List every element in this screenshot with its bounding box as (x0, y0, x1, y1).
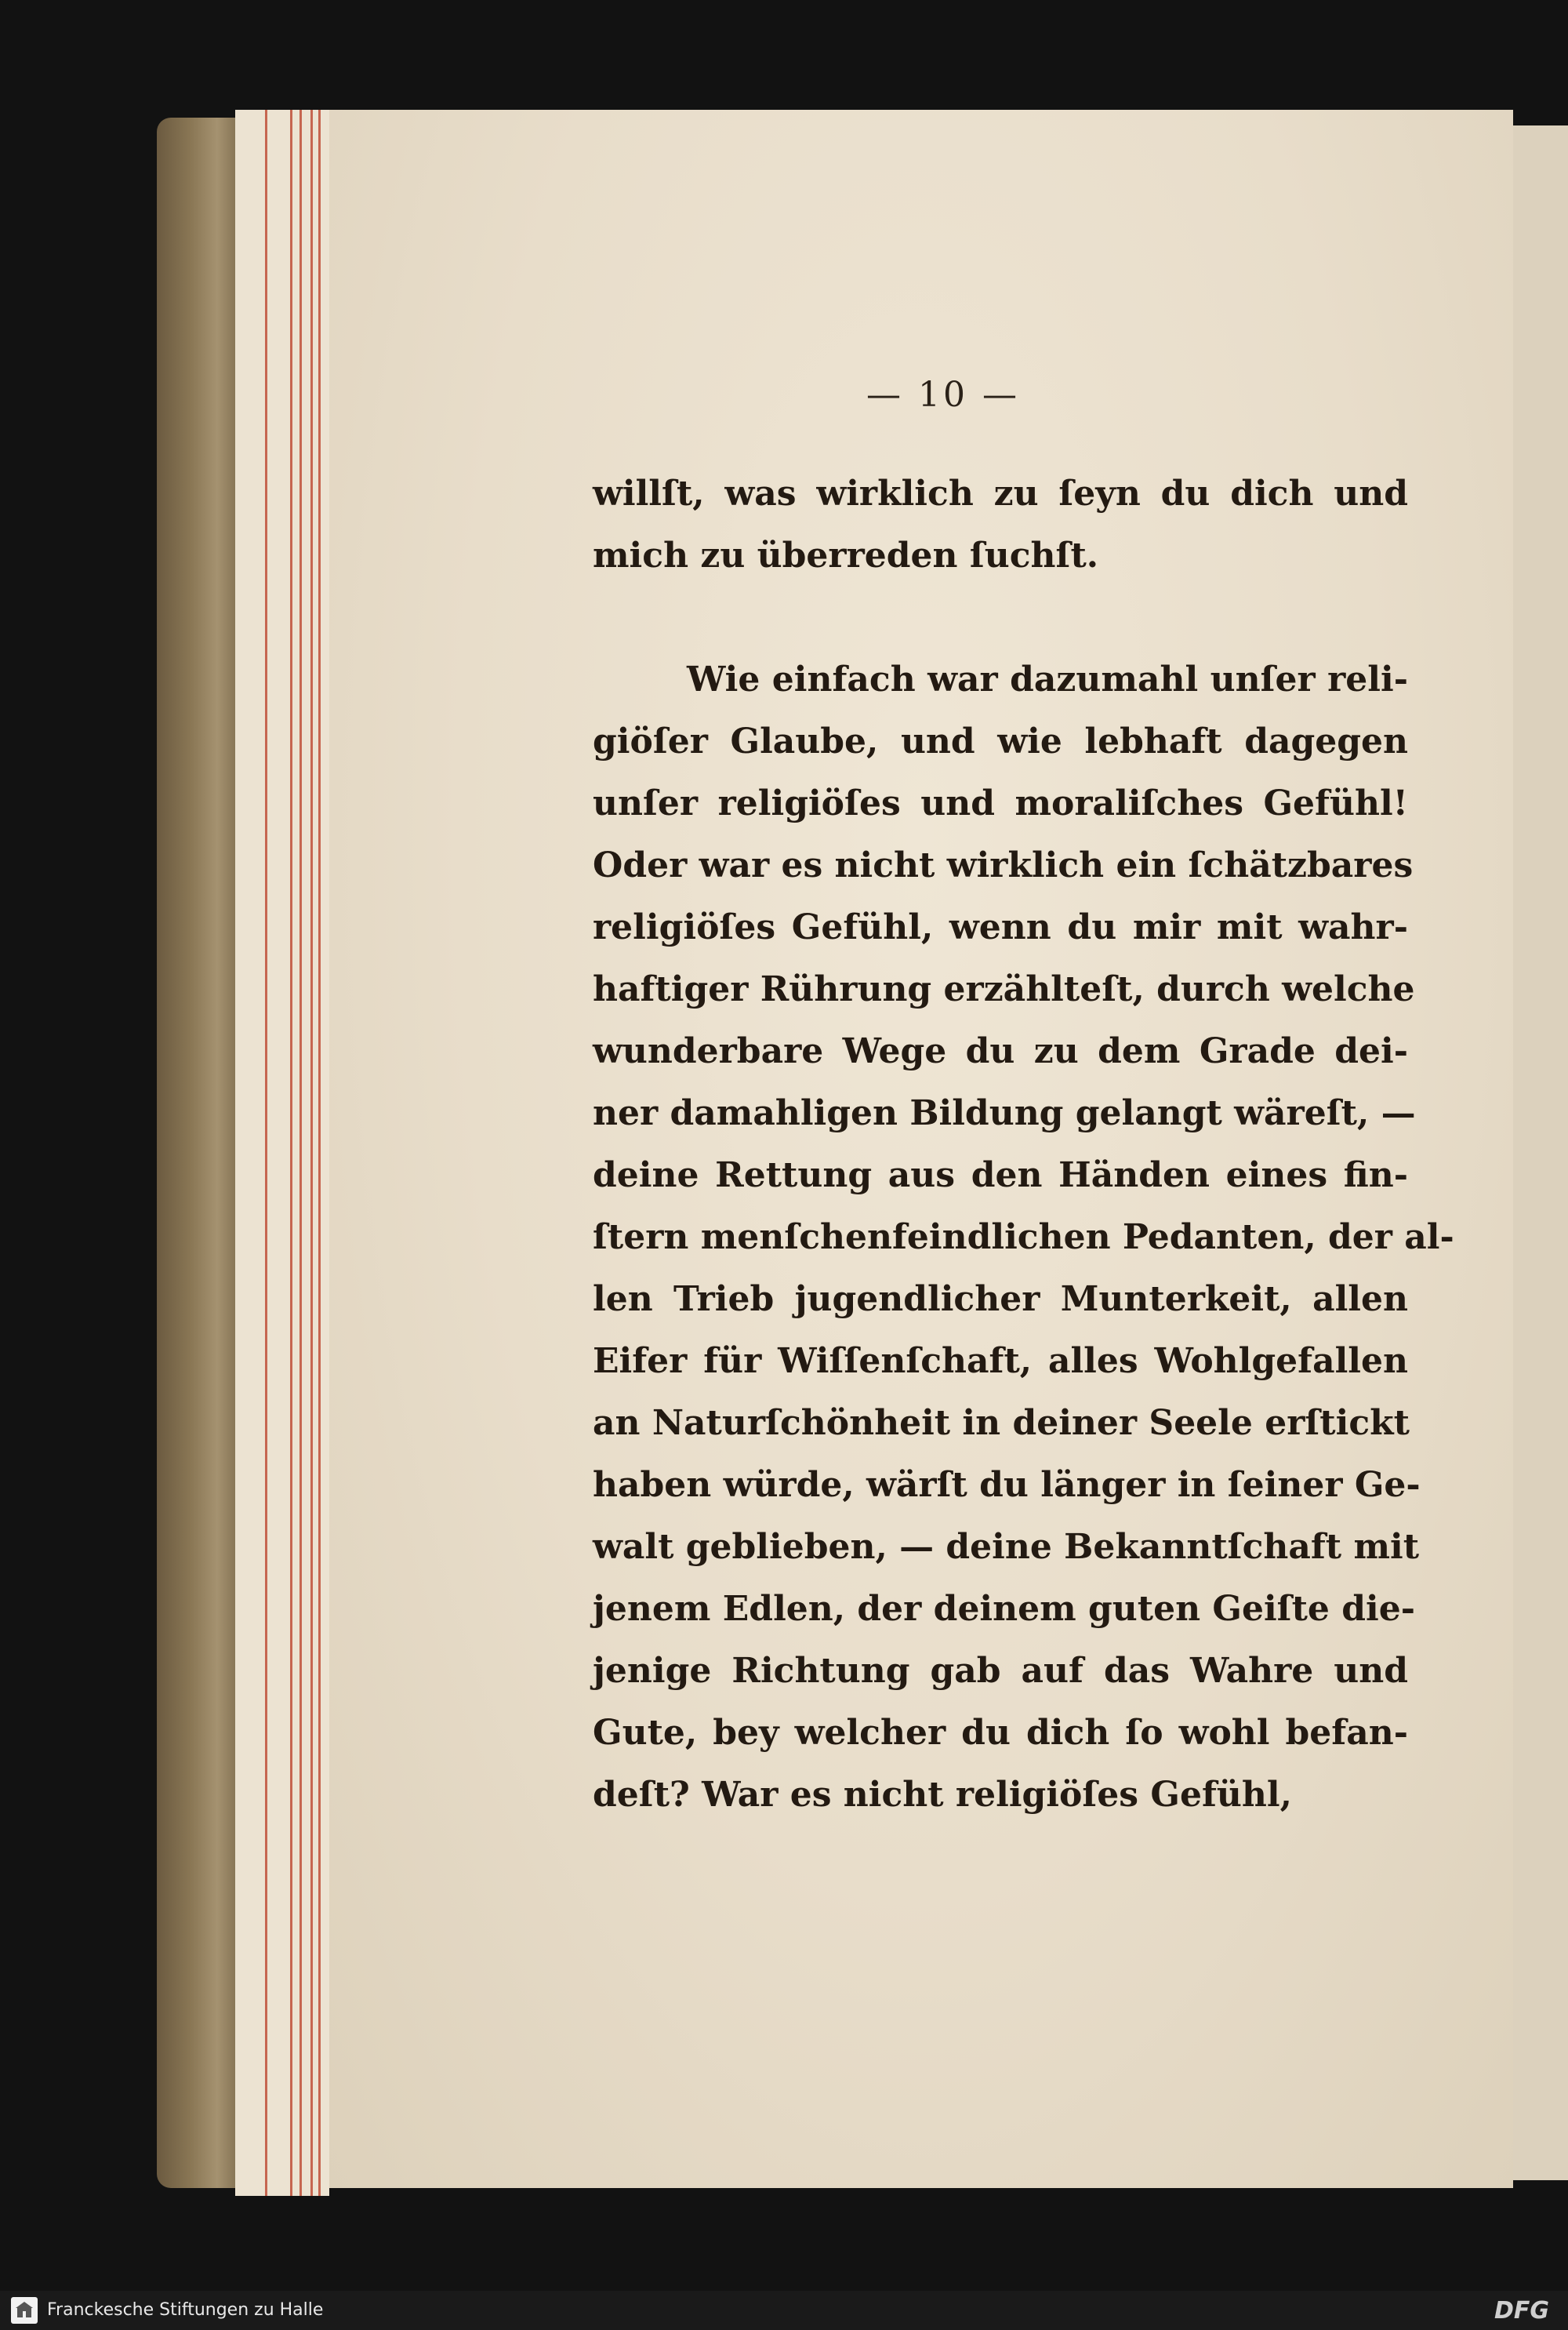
text-line: Oder war es nicht wirklich ein ſchätzbares (593, 845, 1414, 885)
text-line: jenige Richtung gab auf das Wahre und (593, 1651, 1408, 1691)
text-line: deine Rettung aus den Händen eines fin- (593, 1155, 1408, 1195)
text-line: haftiger Rührung erzählteſt, durch welche (593, 969, 1415, 1009)
institution-logo-icon (11, 2297, 38, 2324)
text-line: jenem Edlen, der deinem guten Geiſte die- (593, 1589, 1415, 1629)
institution-name: Franckesche Stiftungen zu Halle (47, 2300, 324, 2320)
page-edge-line (290, 110, 292, 2196)
page-edge-line (299, 110, 302, 2196)
text-line: len Trieb jugendlicher Munterkeit, allen (593, 1279, 1408, 1319)
text-line: Eifer für Wiſſenſchaft, alles Wohlgefallen (593, 1341, 1408, 1381)
text-line: haben würde, wärſt du länger in ſeiner Ge- (593, 1465, 1421, 1505)
page-edge-line (310, 110, 313, 2196)
page-number: — 10 — (866, 375, 1020, 415)
text-line: walt geblieben, — deine Bekanntſchaft mit (593, 1527, 1420, 1567)
book-cover-spine (157, 118, 243, 2188)
text-line: religiöſes Gefühl, wenn du mir mit wahr- (593, 907, 1408, 947)
text-line: giöſer Glaube, und wie lebhaft dagegen (593, 722, 1408, 762)
page-edge-line (318, 110, 321, 2196)
text-line: unſer religiöſes und moraliſches Gefühl! (593, 783, 1408, 823)
text-line: Wie einfach war dazumahl unſer reli- (687, 660, 1408, 700)
paragraph-gap (593, 587, 1408, 649)
text-line: Gute, bey welcher du dich ſo wohl befan- (593, 1713, 1408, 1753)
text-line: ner damahligen Bildung gelangt wäreſt, — (593, 1093, 1416, 1133)
text-line: deſt? War es nicht religiöſes Gefühl, (593, 1775, 1292, 1815)
page-text (593, 463, 1454, 1826)
text-line: mich zu überreden ſuchſt. (593, 536, 1099, 576)
text-line: willſt, was wirklich zu ſeyn du dich und (593, 474, 1408, 514)
viewer-footer (0, 2291, 1568, 2330)
dfg-badge: DFG (1494, 2297, 1549, 2325)
page-edge-line (265, 110, 267, 2196)
page-edges (235, 110, 329, 2196)
text-line: ſtern menſchenfeindlichen Pedanten, der al- (593, 1217, 1454, 1257)
facing-page-edge (1513, 125, 1568, 2180)
text-line: an Naturſchönheit in deiner Seele erſtickt (593, 1403, 1410, 1443)
text-line: wunderbare Wege du zu dem Grade dei- (593, 1031, 1408, 1071)
